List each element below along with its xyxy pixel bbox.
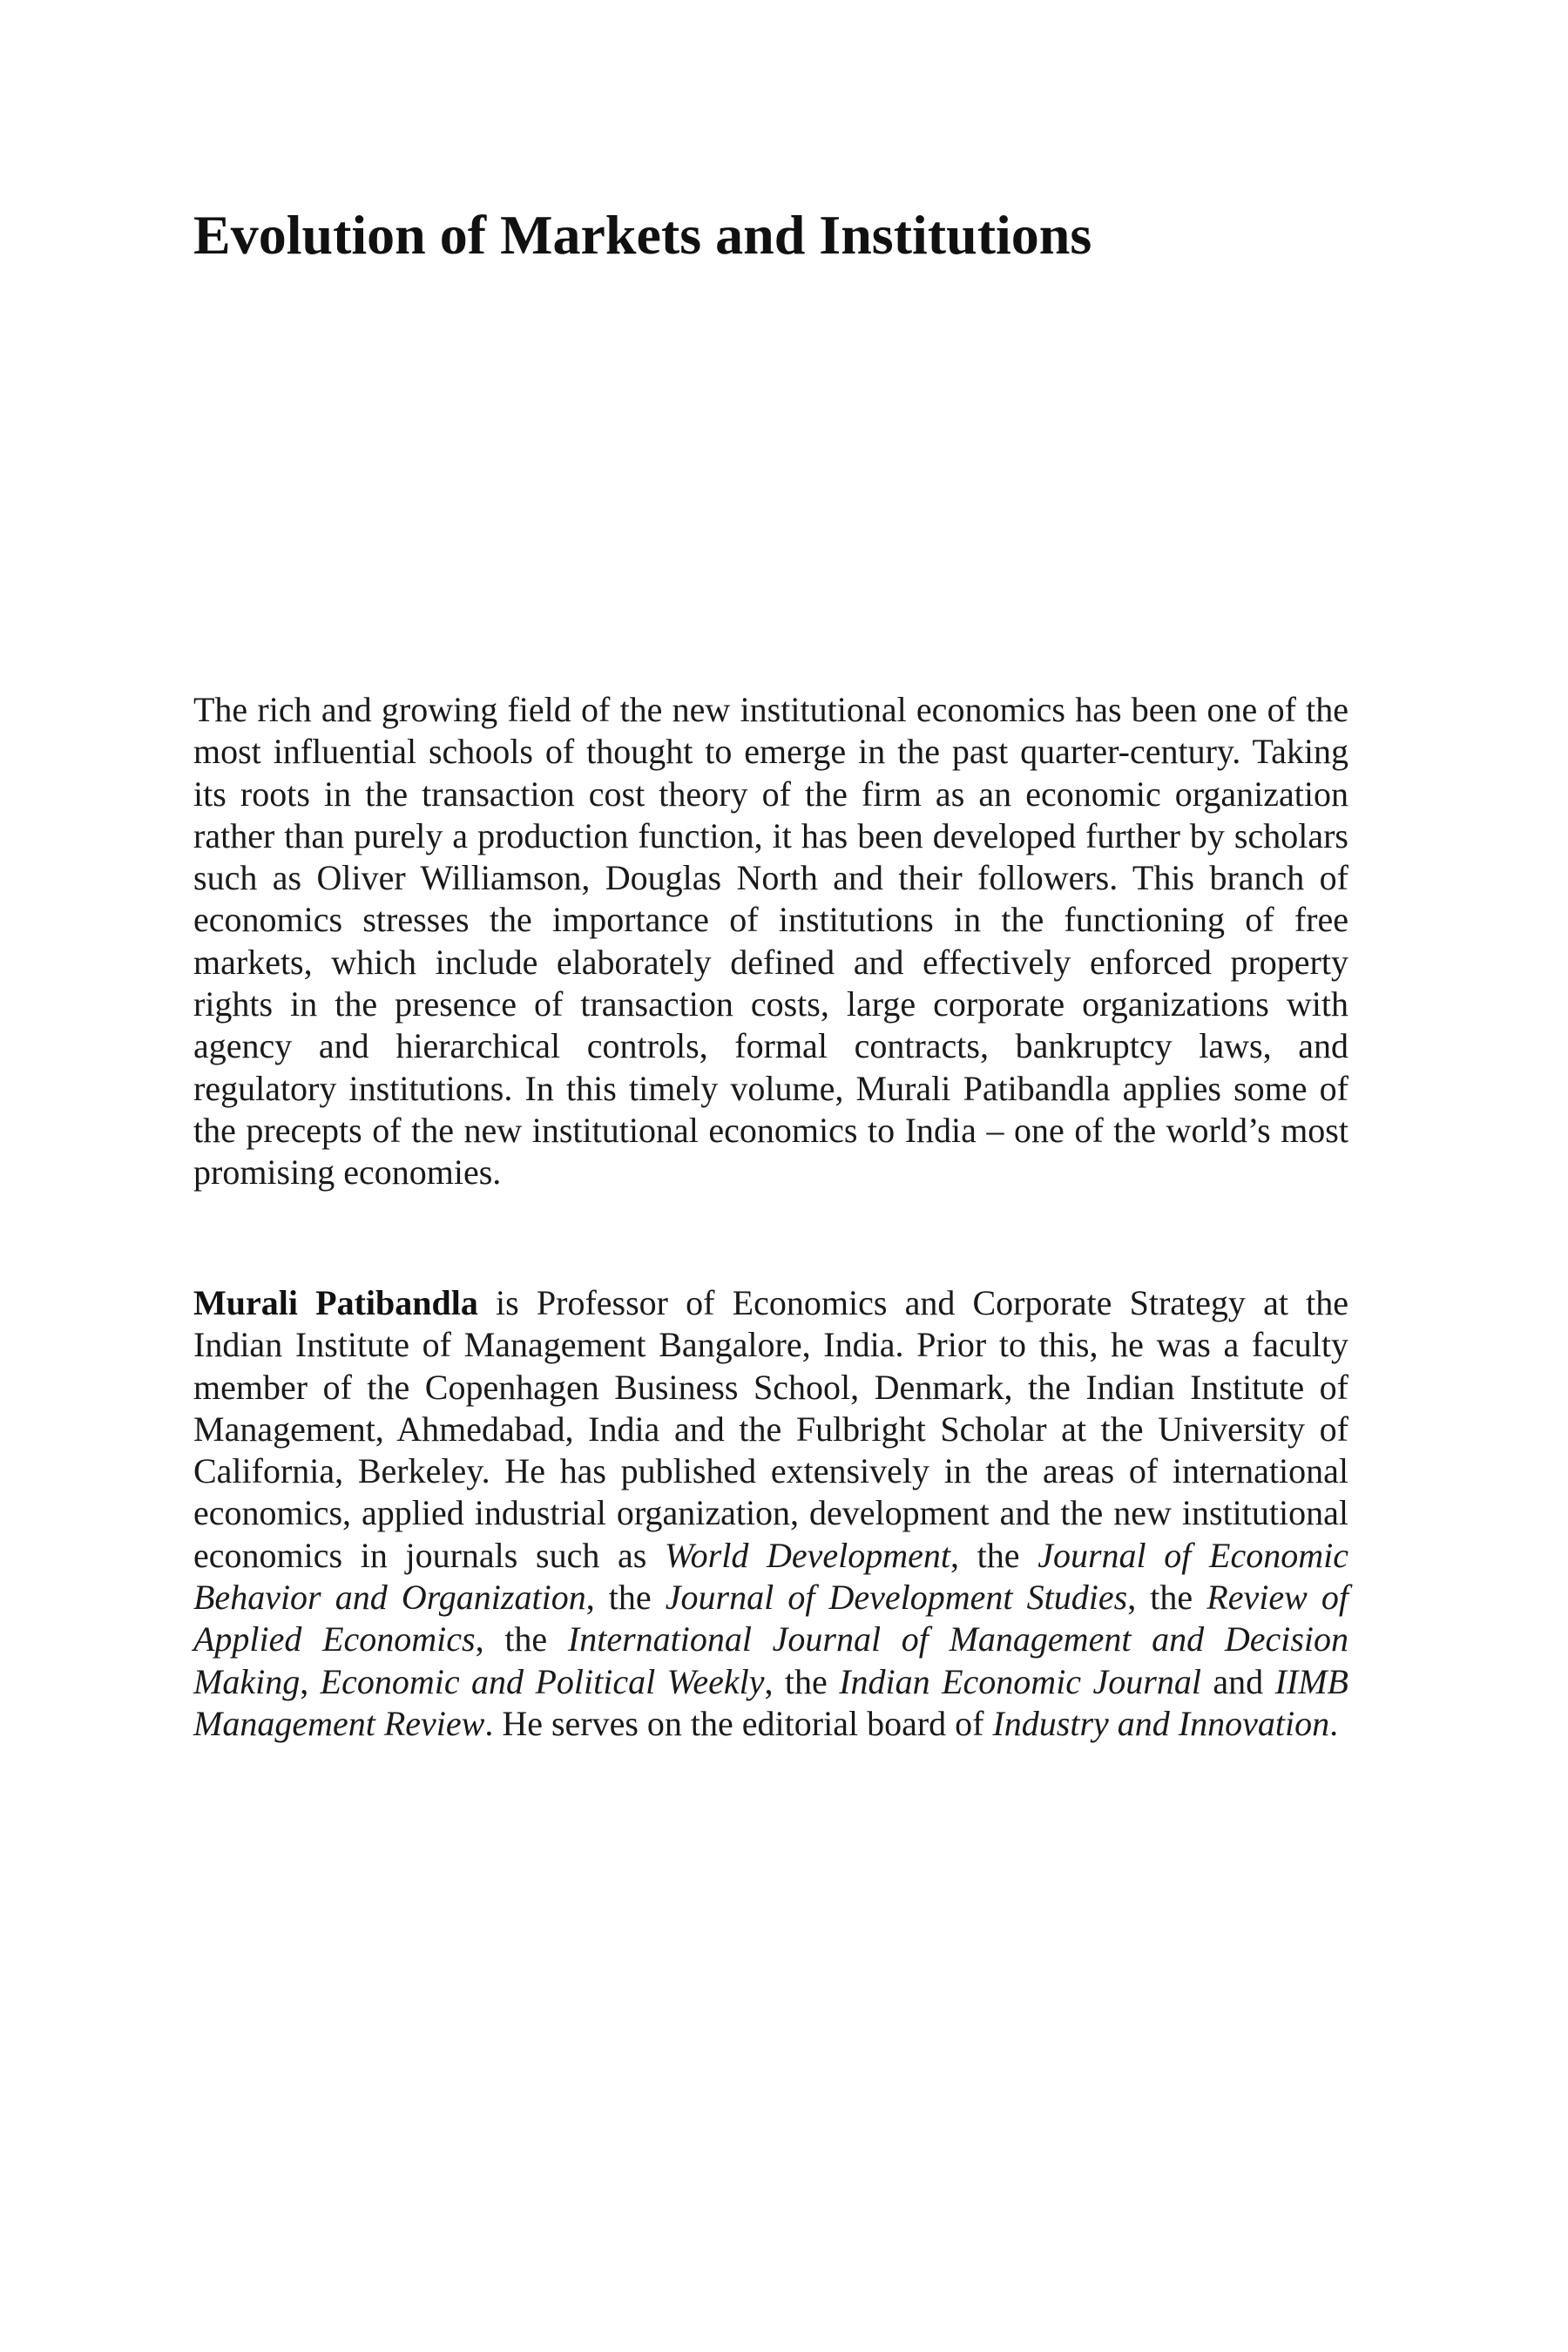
author-biography <box>193 1282 1348 1745</box>
bio-separator: , the <box>1127 1578 1207 1618</box>
journal-title: World Development <box>664 1535 950 1575</box>
journal-title: Industry and Innovation <box>992 1703 1330 1743</box>
journal-title: International Journal of Management and Decision Making <box>193 1619 1349 1701</box>
journal-title: Journal of Development Studies <box>665 1578 1128 1618</box>
bio-text: is Professor of Economics and Corporate Strategy at the Indian Institute of Management Bangalore, India. Prior to this, he was a faculty member of the Copenhagen Business School, Denmark, the Indian Institute of Management, Ahmedabad, India and the Fulbright Scholar at the University of California, Berkeley. He has published extensively in the areas of international economics, applied industrial organization, development and the new institutional economics in journals such as <box>193 1283 1348 1575</box>
journal-title: Review of Applied Economics <box>193 1578 1348 1659</box>
bio-separator: and <box>1200 1661 1275 1701</box>
journal-title: Indian Economic Journal <box>839 1661 1201 1701</box>
bio-separator: , <box>300 1661 321 1701</box>
journal-title: Economic and Political Weekly <box>320 1661 765 1701</box>
bio-separator: , the <box>950 1535 1038 1575</box>
book-description-text: The rich and growing field of the new institutional economics has been one of the most influential schools of thought to emerge in the past quarter-century. Taking its roots in the transaction cost theory of the firm as an economic organization rather than purely a production function, it has been developed further by scholars such as Oliver Williamson, Douglas North and their followers. This branch of economics stresses the importance of institutions in the functioning of free markets, which include elaborately defined and effectively enforced property rights in the presence of transaction costs, large corporate organizations with agency and hierarchical controls, formal contracts, bankruptcy laws, and regulatory institutions. In this timely volume, Murali Patibandla applies some of the precepts of the new institutional economics to India – one of the world’s most promising economies. <box>193 690 1348 1193</box>
bio-separator: . He serves on the editorial board of <box>484 1703 993 1743</box>
bio-separator: , the <box>475 1619 568 1659</box>
journal-title: Journal of Economic Behavior and Organization <box>193 1535 1348 1618</box>
page-title: Evolution of Markets and Institutions <box>193 204 1092 266</box>
bio-separator: . <box>1329 1703 1339 1743</box>
journal-title: IIMB Management Review <box>193 1661 1348 1743</box>
author-name: Murali Patibandla <box>193 1283 478 1322</box>
bio-separator: , the <box>585 1578 666 1618</box>
book-description <box>193 689 1348 1194</box>
bio-separator: , the <box>764 1661 840 1701</box>
